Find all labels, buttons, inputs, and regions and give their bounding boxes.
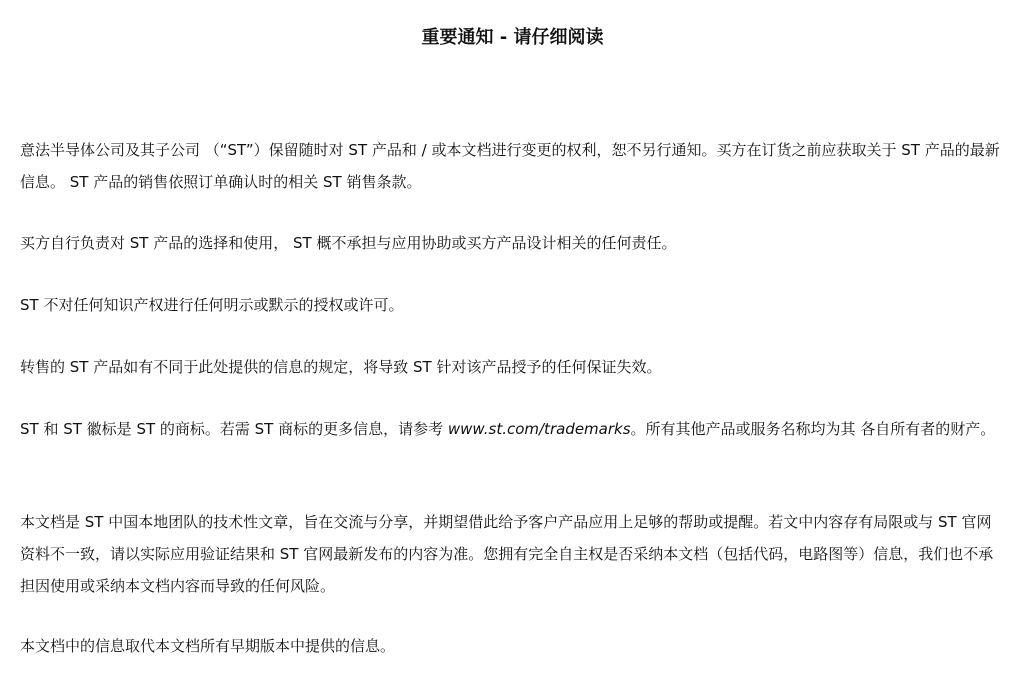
notice-paragraph-buyer-responsibility: 买方自行负责对 ST 产品的选择和使用， ST 概不承担与应用协助或买方产品设计相关的任何责任。: [20, 234, 677, 252]
trademarks-link[interactable]: www.st.com/trademarks: [447, 420, 631, 438]
notice-paragraph-supersedes: 本文档中的信息取代本文档所有早期版本中提供的信息。: [20, 637, 396, 655]
notice-paragraph-changes: 意法半导体公司及其子公司 （“ST”）保留随时对 ST 产品和 / 或本文档进行变更的权利，恕不另行通知。买方在订货之前应获取关于 ST 产品的最新信息。 ST 产品的销售依照订单确认时的相关 ST 销售条款。: [20, 141, 1000, 191]
trademark-text-before: ST 和 ST 徽标是 ST 的商标。若需 ST 商标的更多信息，请参考: [20, 420, 448, 438]
notice-paragraph-resale: 转售的 ST 产品如有不同于此处提供的信息的规定，将导致 ST 针对该产品授予的任何保证失效。: [20, 358, 662, 376]
notice-page: [20, 0, 1005, 655]
notice-paragraph-technical-article: 本文档是 ST 中国本地团队的技术性文章，旨在交流与分享，并期望借此给予客户产品应用上足够的帮助或提醒。若文中内容存有局限或与 ST 官网资料不一致，请以实际应用验证结果和 ST 官网最新发布的内容为准。您拥有完全自主权是否采纳本文档（包括代码，电路图等）信息，我们也不承担因使用或采纳本文档内容而导致的任何风险。: [20, 513, 994, 595]
page-title: 重要通知 - 请仔细阅读: [421, 27, 604, 48]
trademark-text-after: 。所有其他产品或服务名称均为其 各自所有者的财产。: [630, 420, 996, 438]
notice-paragraph-ip-license: ST 不对任何知识产权进行任何明示或默示的授权或许可。: [20, 296, 404, 314]
notice-paragraph-trademarks: [20, 413, 1005, 445]
